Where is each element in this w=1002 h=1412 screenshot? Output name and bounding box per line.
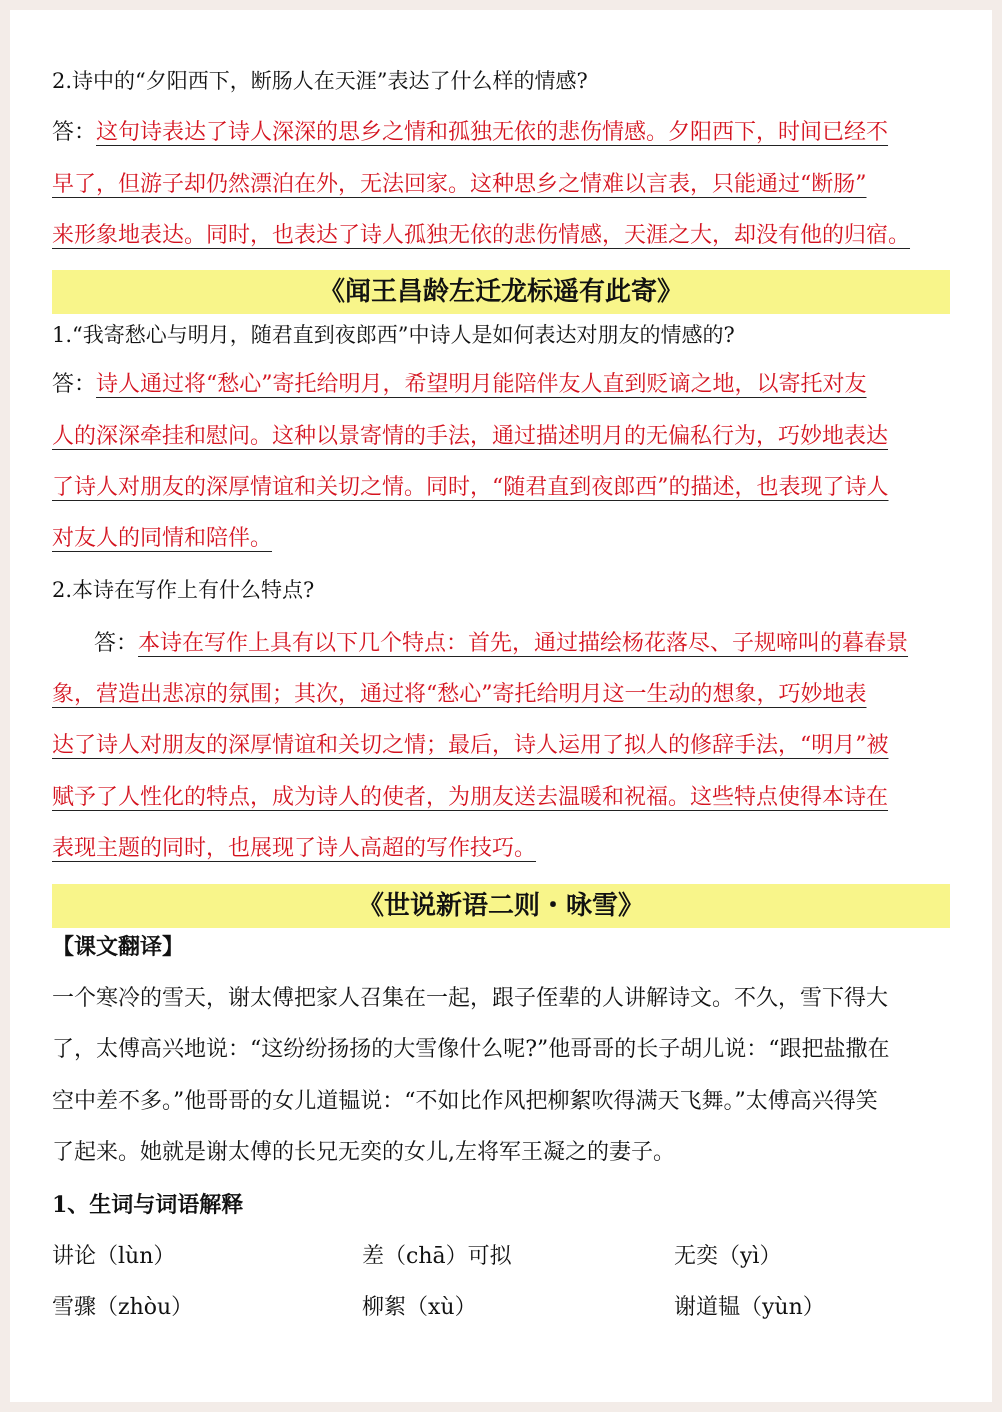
answer-line <box>52 118 888 148</box>
translation-line: 一个寒冷的雪天，谢太傅把家人召集在一起，跟子侄辈的人讲解诗文。不久，雪下得大 <box>52 986 889 1011</box>
section-title-band: 《闻王昌龄左迁龙标遥有此寄》 <box>52 270 950 314</box>
answer-text: 诗人通过将“愁心”寄托给明月，希望明月能陪伴友人直到贬谪之地，以寄托对友 <box>96 372 867 397</box>
vocab-item: 谢道韫（yùn） <box>674 1295 825 1320</box>
answer-line: 来形象地表达。同时，也表达了诗人孤独无依的悲伤情感，天涯之大，却没有他的归宿。 <box>52 223 911 248</box>
answer-label: 答： <box>52 372 97 397</box>
answer-line: 了诗人对朋友的深厚情谊和关切之情。同时，“随君直到夜郎西”的描述，也表现了诗人 <box>52 475 889 500</box>
translation-line: 了起来。她就是谢太傅的长兄无奕的女儿,左将军王凝之的妻子。 <box>52 1140 675 1165</box>
answer-line <box>94 629 908 659</box>
answer-label: 答： <box>52 120 97 145</box>
answer-line: 赋予了人性化的特点，成为诗人的使者，为朋友送去温暖和祝福。这些特点使得本诗在 <box>52 785 889 810</box>
answer-line: 对友人的同情和陪伴。 <box>52 526 273 551</box>
answer-label: 答： <box>94 631 139 656</box>
answer-line: 达了诗人对朋友的深厚情谊和关切之情；最后，诗人运用了拟人的修辞手法，“明月”被 <box>52 733 889 758</box>
vocab-item: 讲论（lùn） <box>52 1244 176 1269</box>
answer-line: 表现主题的同时，也展现了诗人高超的写作技巧。 <box>52 836 537 861</box>
translation-heading: 【课文翻译】 <box>52 934 185 960</box>
question-1-heading: 1.“我寄愁心与明月，随君直到夜郎西”中诗人是如何表达对朋友的情感的? <box>52 323 735 347</box>
vocab-item: 差（chā）可拟 <box>362 1244 512 1269</box>
vocab-item: 雪骤（zhòu） <box>52 1295 194 1320</box>
document-page <box>10 10 992 1402</box>
question-2-heading: 2.诗中的“夕阳西下，断肠人在天涯”表达了什么样的情感? <box>52 69 588 93</box>
answer-text: 本诗在写作上具有以下几个特点：首先，通过描绘杨花落尽、子规啼叫的暮春景 <box>138 631 909 656</box>
vocab-item: 无奕（yì） <box>674 1244 782 1269</box>
translation-line: 了，太傅高兴地说：“这纷纷扬扬的大雪像什么呢?”他哥哥的长子胡儿说：“跟把盐撒在 <box>52 1037 890 1062</box>
answer-line: 早了，但游子却仍然漂泊在外，无法回家。这种思乡之情难以言表，只能通过“断肠” <box>52 172 867 197</box>
vocab-heading: 1、生词与词语解释 <box>52 1192 244 1218</box>
question-2-heading: 2.本诗在写作上有什么特点? <box>52 578 315 602</box>
answer-line <box>52 370 867 400</box>
translation-line: 空中差不多。”他哥哥的女儿道韫说：“不如比作风把柳絮吹得满天飞舞。”太傅高兴得笑 <box>52 1089 878 1114</box>
answer-line: 人的深深牵挂和慰问。这种以景寄情的手法，通过描述明月的无偏私行为，巧妙地表达 <box>52 424 889 449</box>
vocab-item: 柳絮（xù） <box>362 1295 477 1320</box>
answer-line: 象，营造出悲凉的氛围；其次，通过将“愁心”寄托给明月这一生动的想象，巧妙地表 <box>52 682 867 707</box>
section-title-band: 《世说新语二则・咏雪》 <box>52 884 950 928</box>
answer-text: 这句诗表达了诗人深深的思乡之情和孤独无依的悲伤情感。夕阳西下，时间已经不 <box>96 120 889 145</box>
